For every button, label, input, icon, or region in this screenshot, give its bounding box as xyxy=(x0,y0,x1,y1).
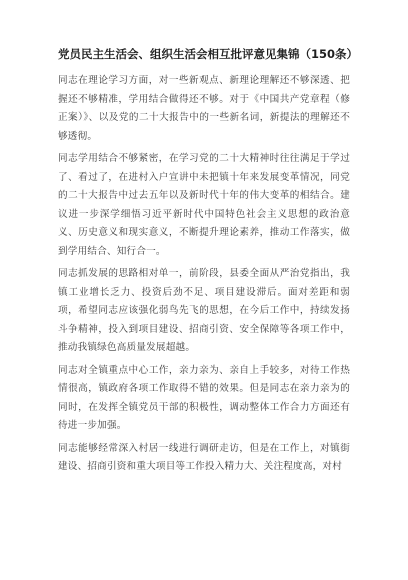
paragraph-1: 同志在理论学习方面，对一些新观点、新理论理解还不够深透、把握还不够精准，学用结合做得还不够。对于《中国共产党章程（修正案）》、以及党的二十大报告中的一些新名词，新提法的理解还不够透彻。 xyxy=(58,75,350,142)
paragraph-2: 同志学用结合不够紧密，在学习党的二十大精神时往往满足于学过了、看过了，在进村入户宣讲中未把镇十年来发展变革情况，同党的二十大报告中过去五年以及新时代十年的伟大变革的相结合。建议进一步深学细悟习近平新时代中国特色社会主义思想的政治意义、历史意义和现实意义，不断提升理论素养，推动工作落实，做到学用结合、知行合一。 xyxy=(58,153,350,257)
document-title: 党员民主生活会、组织生活会相互批评意见集锦（150条） xyxy=(58,47,359,61)
paragraph-5: 同志能够经常深入村居一线进行调研走访，但是在工作上，对镇街建设、招商引资和重大项目等工作投入精力大、关注程度高，对村 xyxy=(58,442,350,472)
paragraph-3: 同志抓发展的思路相对单一，前阶段，县委全面从严治党指出，我镇工业增长乏力、投资后劲不足、项目建设滞后。面对差距和弱项，希望同志应该强化弱鸟先飞的思想，在今后工作中，持续发扬斗争精神，投入到项目建设、招商引资、安全保障等各项工作中，推动我镇绿色高质量发展超越。 xyxy=(58,268,350,353)
paragraph-4: 同志对全镇重点中心工作，亲力亲为、亲自上手较多，对待工作热情很高，镇政府各项工作取得不错的效果。但是同志在亲力亲为的同时，在发挥全镇党员干部的积极性，调动整体工作合力方面还有待进一步加强。 xyxy=(58,364,350,431)
